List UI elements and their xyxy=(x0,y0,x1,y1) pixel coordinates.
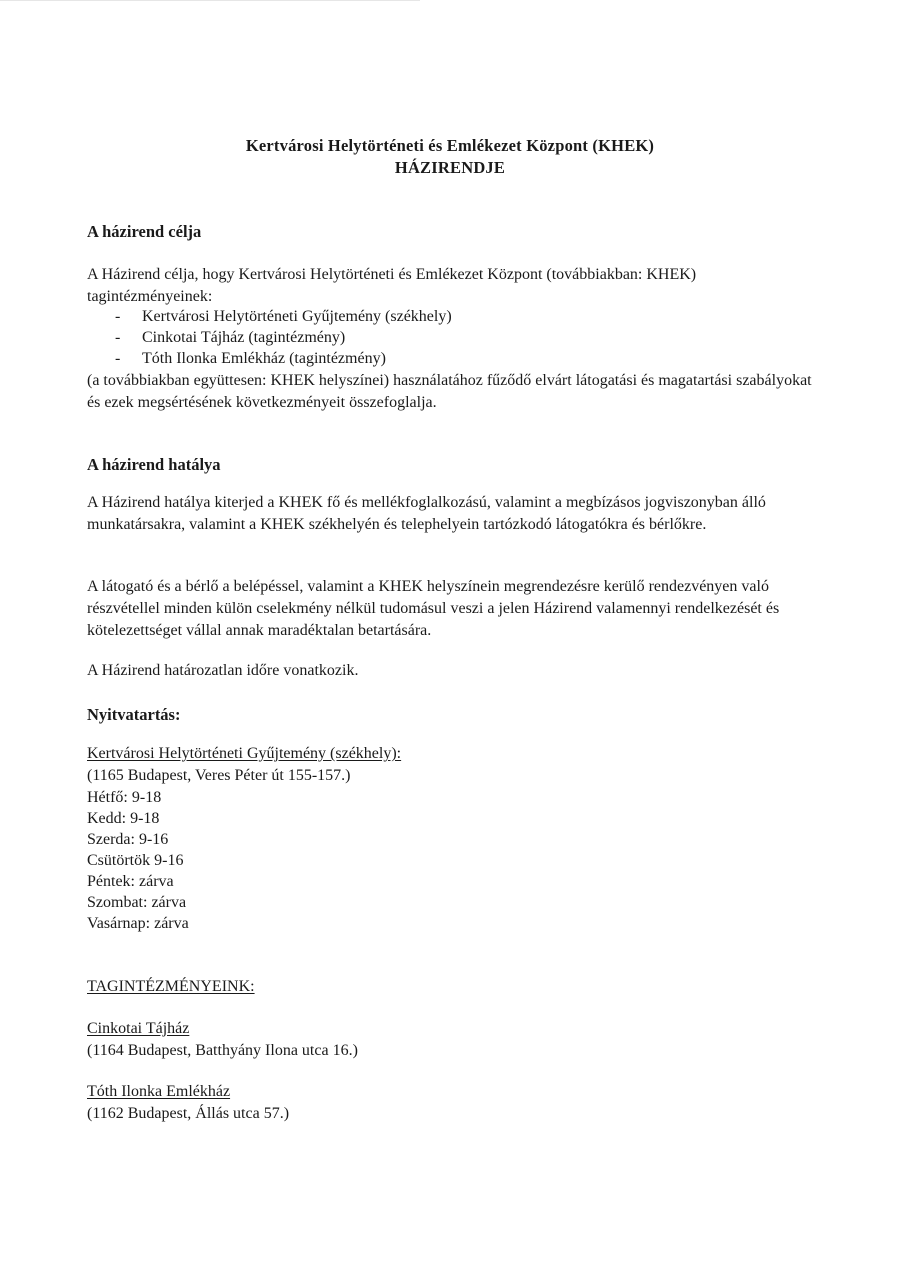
opening-hours-row: Szombat: zárva xyxy=(87,894,187,911)
document-title: Kertvárosi Helytörténeti és Emlékezet Központ (KHEK) xyxy=(245,136,655,155)
member-institution-address: (1162 Budapest, Állás utca 57.) xyxy=(87,1105,290,1122)
list-item: - Kertvárosi Helytörténeti Gyűjtemény (székhely) xyxy=(115,308,452,325)
location-address: (1165 Budapest, Veres Péter út 155-157.) xyxy=(87,767,351,784)
opening-hours-row: Csütörtök 9-16 xyxy=(87,852,184,869)
member-institution-name: Cinkotai Tájház xyxy=(87,1020,190,1037)
section-heading-celja: A házirend célja xyxy=(87,222,202,241)
list-item: - Tóth Ilonka Emlékház (tagintézmény) xyxy=(115,350,386,367)
opening-hours-row: Hétfő: 9-18 xyxy=(87,789,162,806)
list-item: - Cinkotai Tájház (tagintézmény) xyxy=(115,329,346,346)
scan-edge-line xyxy=(0,0,420,1)
member-institutions-heading: TAGINTÉZMÉNYEINK: xyxy=(87,978,255,995)
hatalya-paragraph-2: A látogató és a bérlő a belépéssel, valamint a KHEK helyszínein megrendezésre kerülő rendezvényen való részvétellel minden külön cselekmény nélkül tudomásul veszi a jelen Házirend valamennyi rendelkezését és kötelezettséget vállal annak maradéktalan betartására. xyxy=(87,578,780,639)
celja-outro: (a továbbiakban együttesen: KHEK helyszínei) használatához fűződő elvárt látogatási és magatartási szabályokat és ezek megsértésének következményeit összefoglalja. xyxy=(87,372,812,411)
member-institution-name: Tóth Ilonka Emlékház xyxy=(87,1083,231,1100)
document-subtitle: HÁZIRENDJE xyxy=(394,158,506,177)
location-name: Kertvárosi Helytörténeti Gyűjtemény (székhely): xyxy=(87,745,402,762)
opening-hours-row: Vasárnap: zárva xyxy=(87,915,189,932)
celja-intro: A Házirend célja, hogy Kertvárosi Helytörténeti és Emlékezet Központ (továbbiakban: KHEK) tagintézményeinek: xyxy=(87,266,697,305)
opening-hours-row: Kedd: 9-18 xyxy=(87,810,160,827)
member-institution-address: (1164 Budapest, Batthyány Ilona utca 16.) xyxy=(87,1042,358,1059)
hatalya-paragraph-1: A Házirend hatálya kiterjed a KHEK fő és mellékfoglalkozású, valamint a megbízásos jogviszonyban álló munkatársakra, valamint a KHEK székhelyén és telephelyein tartózkodó látogatókra és bérlőkre. xyxy=(87,494,766,533)
opening-hours-row: Péntek: zárva xyxy=(87,873,174,890)
section-heading-nyitvatartas: Nyitvatartás: xyxy=(87,705,181,724)
opening-hours-row: Szerda: 9-16 xyxy=(87,831,169,848)
section-heading-hatalya: A házirend hatálya xyxy=(87,455,221,474)
hatalya-paragraph-3: A Házirend határozatlan időre vonatkozik. xyxy=(87,662,359,679)
